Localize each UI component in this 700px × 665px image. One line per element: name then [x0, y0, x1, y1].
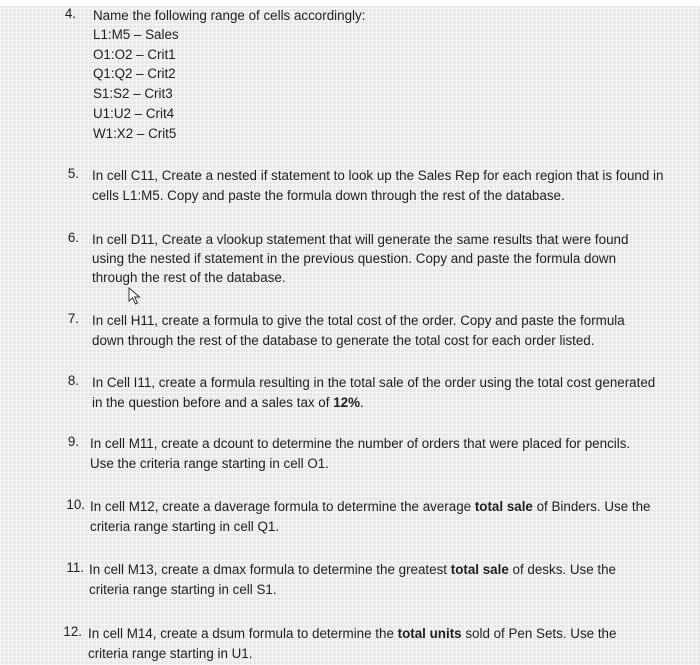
range-item: U1:U2 – Crit4: [93, 105, 175, 121]
question-text: [92, 311, 625, 351]
text-run: In cell M13, create a dmax formula to determine the greatest: [89, 562, 451, 577]
question-line: through the rest of the database.: [92, 270, 286, 285]
question-line: [88, 624, 616, 644]
question-text: [88, 624, 616, 664]
question-number: 10.: [66, 497, 85, 512]
range-item: W1:X2 – Crit5: [93, 125, 177, 141]
range-item: O1:O2 – Crit1: [93, 46, 176, 62]
question-line: criteria range starting in cell Q1.: [90, 519, 280, 534]
question-text: [92, 166, 663, 206]
question-text: Name the following range of cells accordingly:: [93, 8, 366, 23]
question-number: 9.: [67, 434, 79, 449]
bold-text: total sale: [450, 562, 509, 577]
text-run: of desks. Use the: [508, 562, 616, 577]
question-line: In cell H11, create a formula to give the total cost of the order. Copy and paste the formula: [92, 313, 625, 328]
question-number: 12.: [63, 624, 82, 639]
question-line: criteria range starting in cell S1.: [89, 582, 277, 597]
question-text: [90, 434, 630, 474]
question-line: [89, 560, 616, 580]
question-number: 8.: [67, 373, 79, 388]
range-list: [93, 25, 179, 143]
question-line: Use the criteria range starting in cell O1.: [90, 456, 329, 471]
question-line: In cell C11, Create a nested if statement to look up the Sales Rep for each region that is found in: [92, 168, 664, 183]
question-text: [92, 373, 655, 413]
text-run: sold of Pen Sets. Use the: [461, 626, 617, 641]
question-text: [92, 230, 628, 287]
range-item: L1:M5 – Sales: [93, 27, 179, 42]
question-text: [89, 560, 616, 600]
mouse-cursor-icon: [128, 287, 142, 305]
text-run: .: [360, 395, 364, 410]
question-line: down through the rest of the database to generate the total cost for each order listed.: [92, 333, 595, 348]
text-run: In cell M12, create a daverage formula to determine the average: [90, 499, 475, 514]
text-run: of Binders. Use the: [532, 499, 651, 514]
question-number: 5.: [67, 166, 79, 181]
question-text: [90, 497, 651, 537]
question-number: 4.: [64, 6, 76, 21]
question-line: using the nested if statement in the previous question. Copy and paste the formula down: [92, 251, 617, 266]
range-item: S1:S2 – Crit3: [93, 86, 173, 102]
question-number: 11.: [66, 560, 84, 575]
bold-text: total sale: [474, 499, 533, 514]
text-run: in the question before and a sales tax of: [92, 395, 334, 410]
question-number: 6.: [67, 230, 79, 245]
question-line: In cell D11, Create a vlookup statement that will generate the same results that were found: [92, 232, 629, 247]
question-number: 7.: [67, 311, 79, 326]
range-item: Q1:Q2 – Crit2: [93, 66, 176, 82]
question-line: cells L1:M5. Copy and paste the formula down through the rest of the database.: [92, 188, 565, 203]
question-line: [90, 497, 651, 517]
question-line: criteria range starting in U1.: [88, 646, 253, 661]
bold-text: total units: [397, 626, 462, 641]
question-line: [92, 393, 655, 413]
question-line: In Cell I11, create a formula resulting in the total sale of the order using the total cost generated: [92, 375, 656, 390]
text-run: In cell M14, create a dsum formula to determine the: [88, 626, 398, 641]
question-line: In cell M11, create a dcount to determine the number of orders that were placed for pencils.: [90, 436, 631, 451]
bold-text: 12%: [333, 395, 361, 410]
